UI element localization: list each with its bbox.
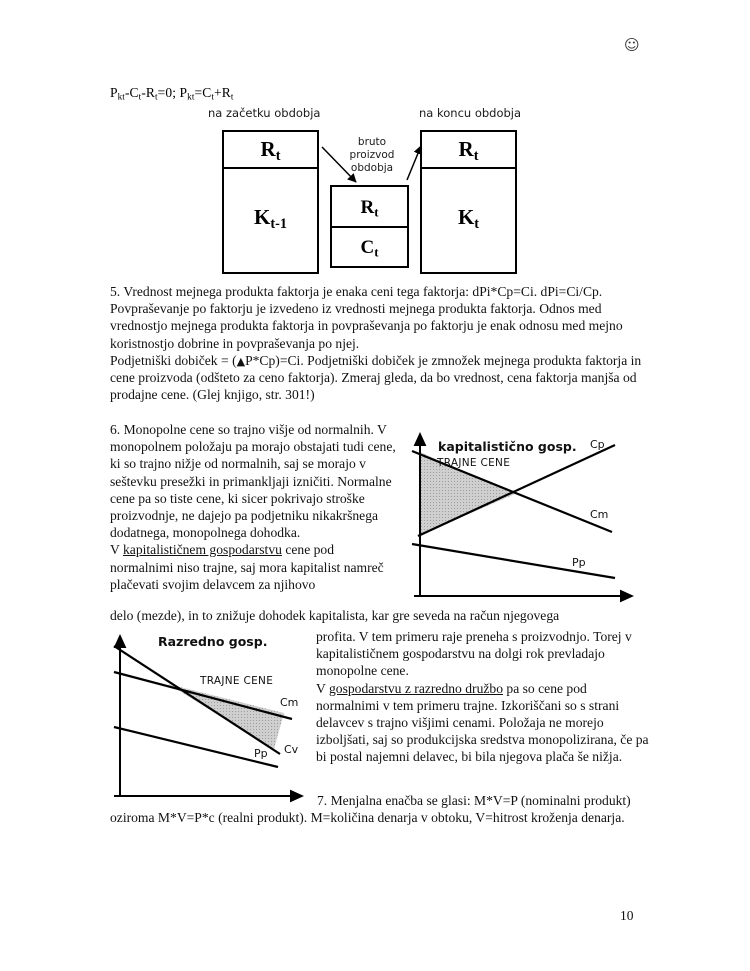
smiley-icon: ☺: [624, 36, 640, 54]
triangle-glyph: ▲: [236, 354, 246, 368]
page-number: 10: [620, 908, 634, 923]
paragraph-7: 7. Menjalna enačba se glasi: M*V=P (nominalni produkt) oziroma M*V=P*c (realni produkt). M=količina denarja v obtoku, V=hitrost kroženja denarja.: [110, 793, 631, 826]
paragraph-5: 5. Vrednost mejnega produkta faktorja je enaka ceni tega faktorja: dPi*Cp=Ci. dPi=Ci/Cp. Povpraševanje po faktorju je izvedeno iz vrednosti mejnega produkta faktorja. Odnos med vrednostjo mejnega produkta faktorja in povpraševanja po faktorju je enak odnosu med mejno koristnostjo dobrine in povpraševanja po njej. Podjetniški dobiček = (▲P*Cp)=Ci. Podjetniški dobiček je zmnožek mejnega produkta faktorja in cene proizvoda (odšteto za ceno faktorja). Zmeraj gleda, da bo vrednost, cena faktorja manjša od prodajne cene. (Glej knjigo, str. 301!): [110, 284, 642, 403]
underlined-term-gospodarstvu: gospodarstvu z razredno družbo: [328, 680, 504, 696]
diagram-label-kt1: $K_{t-1}$: [254, 205, 287, 232]
diagram-label-kt: $K_t$: [457, 205, 480, 232]
diagram-label-rt-middle: $R_t$: [360, 197, 379, 220]
diagram-label-rt-start: $R_t$: [260, 137, 281, 164]
chart2-annotation: TRAJNE CENE: [200, 675, 274, 687]
paragraph-6-left: 6. Monopolne cene so trajno višje od normalnih. V monopolnem položaju pa morajo obstajati tudi cene, ki so trajno nižje od normalnih, saj se morajo v seštevku presežki in primankljaji izničiti. Normalne cene pa so tiste cene, ki sicer pokrivajo stroške proizvodnje, ne dajejo pa podjetniku nikakršnega dodatnega, monopolnega dohodka. V kapitalističnem gospodarstvu cene pod normalnimi niso trajne, saj mora kapitalist namreč plačevati svojim delavcem za njihovo: [110, 422, 396, 592]
chart2-label-pp: Pp: [254, 747, 268, 760]
diagram-caption-start: na začetku obdobja: [208, 106, 321, 120]
chart2-label-cm: Cm: [280, 696, 299, 709]
chart2-label-cv: Cv: [284, 743, 299, 756]
diagram-gross-product-note: bruto proizvod obdobja: [349, 136, 395, 174]
chart1-annotation: TRAJNE CENE: [437, 457, 511, 469]
paragraph-6-bridge: delo (mezde), in to znižuje dohodek kapitalista, kar gre seveda na račun njegovega: [110, 608, 560, 623]
paragraph-6-right: profita. V tem primeru raje preneha s proizvodnjo. Torej v kapitalističnem gospodarstvu na dolgi rok prevladajo monopolne cene. V gospodarstvu z razredno družbo pa so cene pod normalnimi v tem primeru trajne. Izkoriščani so s strani delavcev s trajno višjimi cenami. Položaja ne morejo izboljšati, saj so produkcijska sredstva monopolizirana, če pa bi postal najemni delavec, bi bila njegova plača še nižja.: [316, 629, 649, 765]
formula-line: $P_{kt}-C_t-R_t=0$; $P_{kt}=C_t+R_t$: [110, 85, 234, 102]
chart1-label-cp: Cp: [590, 438, 605, 451]
chart-razredno-gosp: [106, 624, 321, 809]
chart2-title: Razredno gosp.: [158, 634, 268, 649]
chart1-title: kapitalistično gosp.: [438, 439, 577, 454]
diagram-label-rt-end: $R_t$: [458, 137, 479, 164]
chart1-label-cm: Cm: [590, 508, 609, 521]
chart1-label-pp: Pp: [572, 556, 586, 569]
diagram-caption-end: na koncu obdobja: [419, 106, 522, 120]
diagram-label-ct: $C_t$: [360, 237, 379, 260]
chart2-series-cv: [114, 646, 280, 754]
chart-kapitalisticno-gosp: [400, 418, 650, 608]
underlined-term-kapitalisticnem: kapitalističnem gospodarstvu: [122, 542, 282, 558]
capital-flow-diagram: [190, 106, 550, 281]
diagram-arrows: [190, 106, 550, 281]
